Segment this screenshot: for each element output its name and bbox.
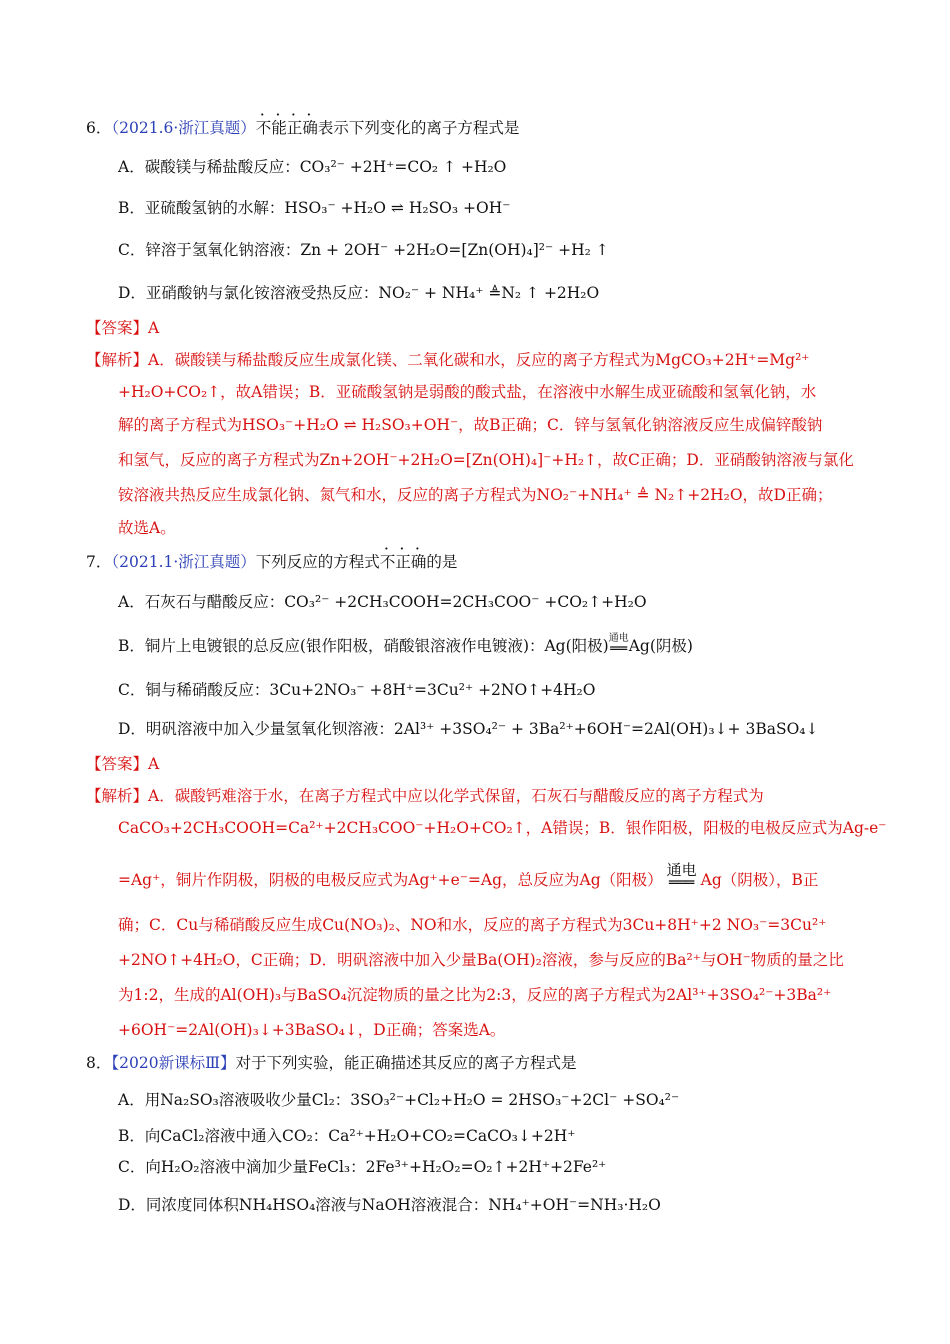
question-source: 【2020新课标Ⅲ】 [111, 1054, 236, 1072]
option-b [118, 634, 693, 656]
question-source: （2021.1·浙江真题） [111, 553, 256, 571]
condition-label: 通电 [666, 861, 697, 879]
emphasis-char: 确 [410, 553, 427, 571]
question-number: 8． [86, 1054, 112, 1072]
analysis-line: +H₂O+CO₂↑，故A错误；B．亚硫酸氢钠是弱酸的酸式盐，在溶液中水解生成亚硫酸和氢氧化钠，水 [118, 383, 817, 401]
emphasis-char: 不 [255, 119, 272, 137]
question-source: （2021.6·浙江真题） [111, 119, 256, 137]
emphasis-char: 确 [302, 119, 318, 137]
emphasis-char: 能 [271, 119, 287, 137]
analysis-line: 解的离子方程式为HSO₃⁻+H₂O ⇌ H₂SO₃+OH⁻，故B正确；C．锌与氢氧化钠溶液反应生成偏锌酸钠 [118, 416, 823, 434]
analysis-line: 为1:2，生成的Al(OH)₃与BaSO₄沉淀物质的量之比为2:3，反应的离子方程式为2Al³⁺+3SO₄²⁻+3Ba²⁺ [118, 986, 832, 1004]
question-text: 对于下列实验，能正确描述其反应的离子方程式是 [235, 1054, 577, 1072]
analysis-line: +6OH⁻=2Al(OH)₃↓+3BaSO₄↓，D正确；答案选A。 [118, 1021, 506, 1039]
emphasis-char: 正 [286, 119, 303, 137]
option-b: B．亚硫酸氢钠的水解：HSO₃⁻ +H₂O ⇌ H₂SO₃ +OH⁻ [118, 199, 511, 217]
analysis-line: 和氢气，反应的离子方程式为Zn+2OH⁻+2H₂O=[Zn(OH)₄]⁻+H₂↑，故C正确；D．亚硝酸钠溶液与氯化 [118, 451, 854, 469]
option-d: D．明矾溶液中加入少量氢氧化钡溶液：2Al³⁺ +3SO₄²⁻ + 3Ba²⁺+6OH⁻=2Al(OH)₃↓+ 3BaSO₄↓ [118, 720, 819, 738]
analysis-line: 故选A。 [118, 519, 176, 537]
option-b-tail: Ag(阴极) [628, 637, 693, 655]
condition-label: 通电 [608, 633, 629, 644]
condition-equals: 通电 ══ [608, 633, 629, 657]
emphasis-char: 不 [379, 553, 396, 571]
analysis-line: 【解析】A．碳酸镁与稀盐酸反应生成氯化镁、二氧化碳和水，反应的离子方程式为MgCO₃+2H⁺=Mg²⁺ [86, 351, 810, 369]
option-d: D．亚硝酸钠与氯化铵溶液受热反应：NO₂⁻ + NH₄⁺ ≜N₂ ↑ +2H₂O [118, 284, 600, 302]
analysis-line: 【解析】A．碳酸钙难溶于水，在离子方程式中应以化学式保留，石灰石与醋酸反应的离子方程式为 [86, 787, 764, 805]
question-number: 7． [86, 553, 112, 571]
question-number: 6． [86, 119, 112, 137]
option-b: B．向CaCl₂溶液中通入CO₂：Ca²⁺+H₂O+CO₂=CaCO₃↓+2H⁺ [118, 1127, 576, 1145]
option-c: C．铜与稀硝酸反应：3Cu+2NO₃⁻ +8H⁺=3Cu²⁺ +2NO↑+4H₂O [118, 681, 596, 699]
option-a: A．用Na₂SO₃溶液吸收少量Cl₂：3SO₃²⁻+Cl₂+H₂O = 2HSO₃⁻+2Cl⁻ +SO₄²⁻ [118, 1091, 680, 1109]
option-d: D．同浓度同体积NH₄HSO₄溶液与NaOH溶液混合：NH₄⁺+OH⁻=NH₃·H₂O [118, 1196, 661, 1214]
question-8-stem [86, 1053, 577, 1073]
condition-equals: 通电 ═══ [666, 861, 697, 891]
option-c: C．锌溶于氢氧化钠溶液：Zn + 2OH⁻ +2H₂O=[Zn(OH)₄]²⁻ +H₂ ↑ [118, 241, 609, 259]
emphasis-char: 正 [395, 553, 411, 571]
analysis-line [118, 862, 818, 890]
option-b-text: B．铜片上电镀银的总反应(银作阳极，硝酸银溶液作电镀液)：Ag(阳极) [118, 637, 609, 655]
option-a: A．碳酸镁与稀盐酸反应：CO₃²⁻ +2H⁺=CO₂ ↑ +H₂O [118, 158, 507, 176]
analysis-line: 确；C．Cu与稀硝酸反应生成Cu(NO₃)₂、NO和水，反应的离子方程式为3Cu+8H⁺+2 NO₃⁻=3Cu²⁺ [118, 916, 827, 934]
option-a: A．石灰石与醋酸反应：CO₃²⁻ +2CH₃COOH=2CH₃COO⁻ +CO₂↑+H₂O [118, 593, 647, 611]
question-text: 表示下列变化的离子方程式是 [317, 119, 520, 137]
analysis-text: =Ag⁺，铜片作阴极，阴极的电极反应式为Ag⁺+e⁻=Ag，总反应为Ag（阳极） [118, 871, 663, 889]
question-text: 下列反应的方程式 [255, 553, 380, 571]
question-6-stem [86, 118, 519, 138]
answer: 【答案】A [86, 755, 160, 773]
analysis-line: CaCO₃+2CH₃COOH=Ca²⁺+2CH₃COO⁻+H₂O+CO₂↑，A错误；B．银作阳极，阳极的电极反应式为Ag-e⁻ [118, 819, 887, 837]
answer: 【答案】A [86, 319, 160, 337]
analysis-line: +2NO↑+4H₂O，C正确；D．明矾溶液中加入少量Ba(OH)₂溶液，参与反应的Ba²⁺与OH⁻物质的量之比 [118, 951, 844, 969]
question-7-stem [86, 552, 457, 572]
option-c: C．向H₂O₂溶液中滴加少量FeCl₃：2Fe³⁺+H₂O₂=O₂↑+2H⁺+2Fe²⁺ [118, 1158, 607, 1176]
analysis-line: 铵溶液共热反应生成氯化钠、氮气和水，反应的离子方程式为NO₂⁻+NH₄⁺ ≜ N₂↑+2H₂O，故D正确； [118, 486, 833, 504]
analysis-text: Ag（阴极），B正 [700, 871, 819, 889]
question-text: 的是 [426, 553, 458, 571]
